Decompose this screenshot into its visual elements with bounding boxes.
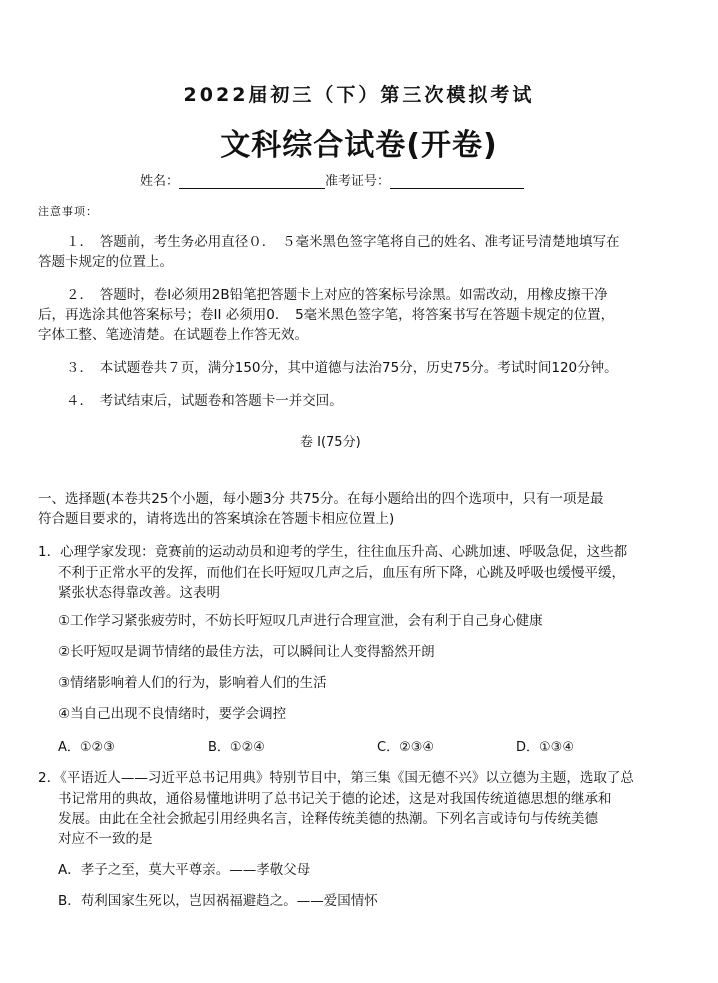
q1-option-d[interactable]: D．①③④: [516, 740, 574, 755]
q1-stem-line-2: 不利于正常水平的发挥，而他们在长吁短叹几声之后，血压有所下降，心跳及呼吸也缓慢平缓，: [58, 565, 625, 581]
id-label: 准考证号：: [325, 174, 391, 189]
q1-option-c[interactable]: C．②③④: [377, 740, 435, 755]
q1-statement-4: ④当自己出现不良情绪时，要学会调控: [58, 706, 287, 722]
q2-stem-line-1: 2．《平语近人——习近平总书记用典》特别节目中，第三集《国无德不兴》以立德为主题，选取了总: [38, 770, 634, 786]
q1-stem-line-1: 1．心理学家发现：竟赛前的运动动员和迎考的学生，往往血压升高、心跳加速、呼吸急促，这些都: [38, 544, 628, 560]
note-4: ４． 考试结束后，试题卷和答题卡一并交回。: [66, 393, 343, 409]
q2-stem-line-3: 发展。由此在全社会掀起引用经典名言，诠释传统美德的热潮。下列名言或诗句与传统美德: [58, 811, 598, 827]
q1-statement-1: ①工作学习紧张疲劳时，不妨长吁短叹几声进行合理宣泄，会有利于自己身心健康: [58, 613, 543, 629]
q1-statement-2: ②长吁短叹是调节情绪的最佳方法，可以瞬间让人变得豁然开朗: [58, 644, 435, 660]
q1-option-a[interactable]: A．①②③: [58, 740, 115, 755]
q2-stem-line-2: 书记常用的典故，通俗易懂地讲明了总书记关于德的论述，这是对我国传统道德思想的继承和: [58, 791, 612, 807]
q1-stem-line-3: 紧张状态得靠改善。这表明: [58, 585, 220, 601]
exam-title: 2022届初三（下）第三次模拟考试: [183, 84, 535, 106]
q2-option-a[interactable]: A．孝子之至，莫大平尊亲。——孝敬父母: [58, 862, 311, 878]
note-2-line-2: 后，再选涂其他答案标号；卷II 必须用0． 5毫米黑色签字笔，将答案书写在答题卡规定的位置，: [38, 307, 615, 323]
name-label: 姓名：: [140, 174, 180, 189]
q2-option-b[interactable]: B．苟利国家生死以，岂因祸福避趋之。——爱国情怀: [58, 893, 378, 909]
note-2-line-3: 字体工整、笔迹清楚。在试题卷上作答无效。: [38, 327, 308, 343]
note-1-line-1: １． 答题前，考生务必用直径０． ５毫米黑色签字笔将自己的姓名、准考证号清楚地填写在: [66, 234, 620, 250]
note-3: ３． 本试题卷共７页，满分150分，其中道德与法治75分，历史75分。考试时间120分钟。: [66, 360, 618, 376]
note-2-line-1: ２． 答题时，卷Ⅰ必须用2B铅笔把答题卡上对应的答案标号涂黑。如需改动，用橡皮擦干净: [66, 287, 608, 303]
name-blank[interactable]: [179, 174, 325, 189]
q2-stem-line-4: 对应不一致的是: [58, 831, 153, 847]
paper-title: 文科综合试卷(开卷): [220, 128, 498, 163]
id-blank[interactable]: [390, 174, 524, 189]
q1-statement-3: ③情绪影响着人们的行为，影响着人们的生活: [58, 675, 327, 691]
part-one-line-2: 符合题目要求的，请将选出的答案填涂在答题卡相应位置上): [38, 511, 395, 527]
note-1-line-2: 答题卡规定的位置上。: [38, 254, 173, 270]
notes-title: 注意事项：: [38, 205, 98, 218]
section-title: 卷 I(75分): [300, 435, 361, 450]
part-one-line-1: 一、选择题(本卷共25个小题，每小题3分 共75分。在每小题给出的四个选项中，只有一项是最: [38, 491, 604, 507]
candidate-info: [140, 170, 524, 189]
q1-option-b[interactable]: B．①②④: [208, 740, 265, 755]
